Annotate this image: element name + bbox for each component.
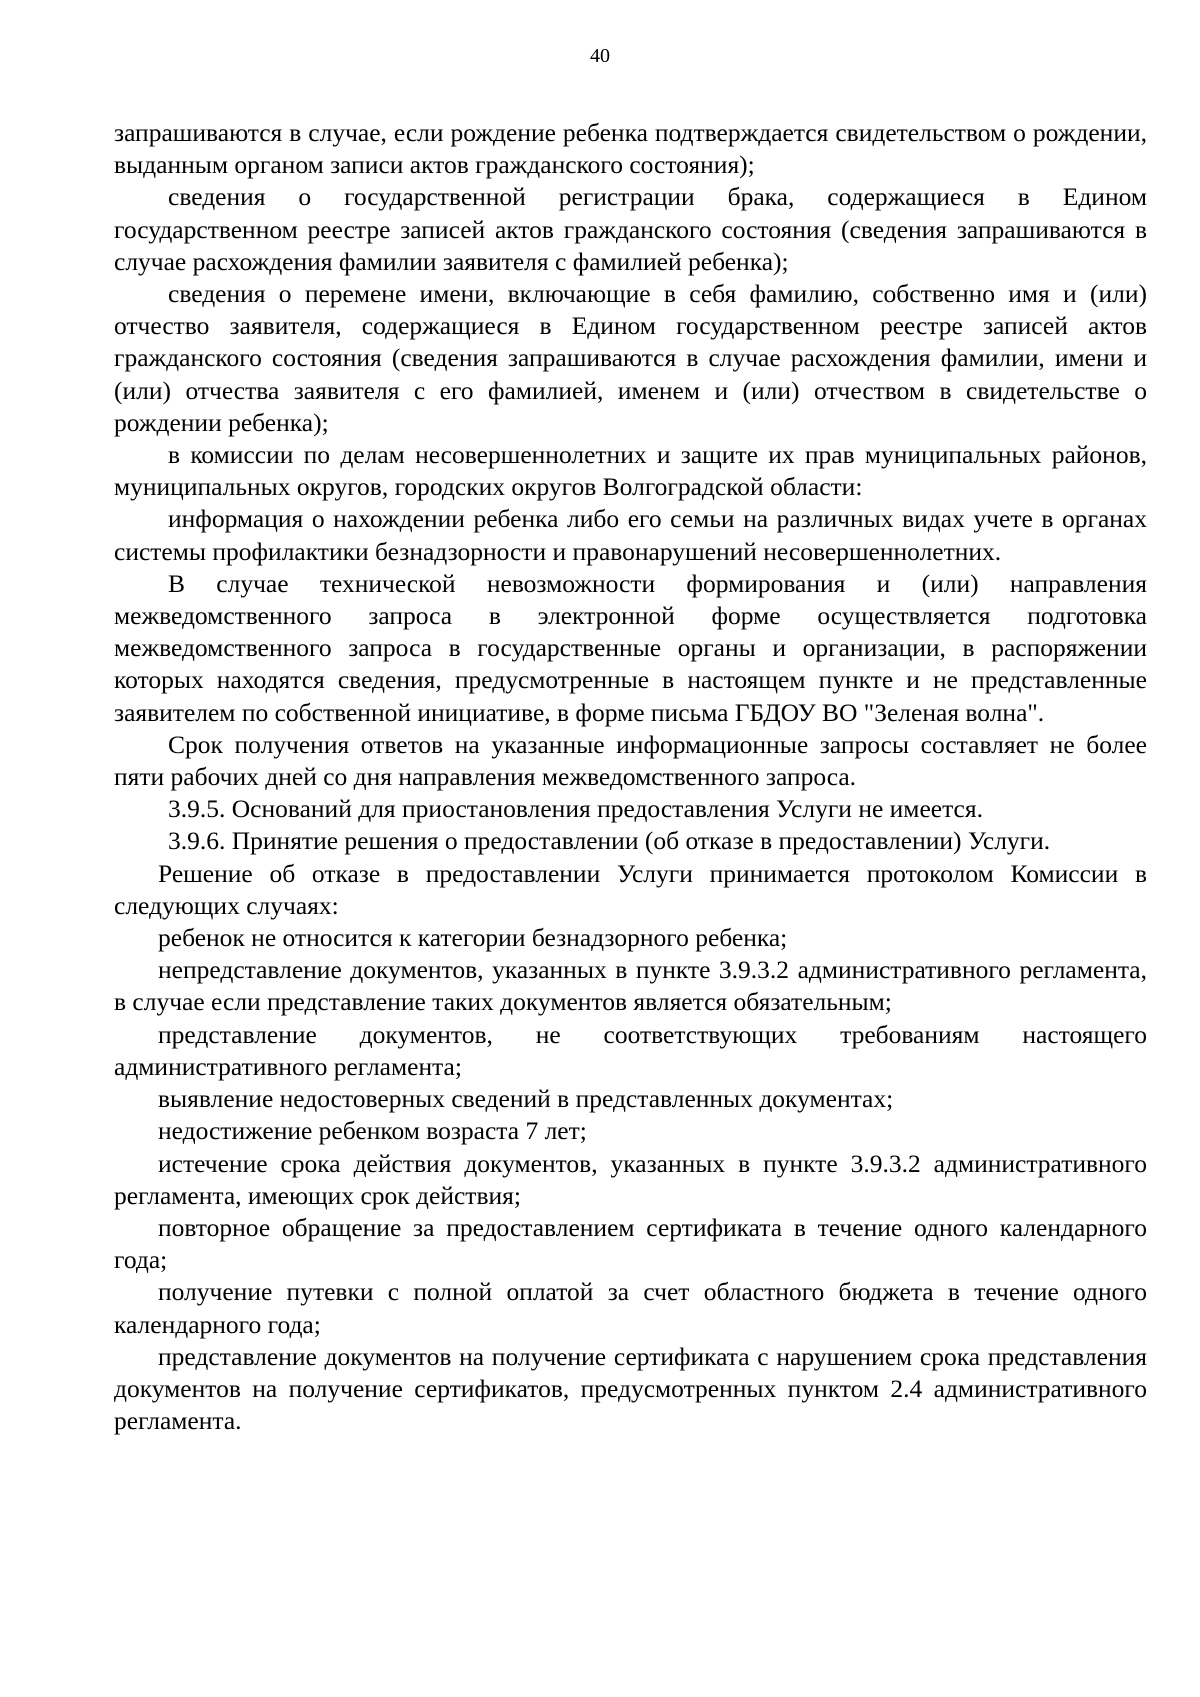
paragraph: сведения о перемене имени, включающие в себя фамилию, собственно имя и (или) отчество заявителя, содержащиеся в Едином государственном реестре записей актов гражданского состояния (сведения запрашиваются в случае расхождения фамилии, имени и (или) отчества заявителя с его фамилией, именем и (или) отчеством в свидетельстве о рождении ребенка); xyxy=(114,279,1147,437)
paragraph: сведения о государственной регистрации брака, содержащиеся в Едином государственном реестре записей актов гражданского состояния (сведения запрашиваются в случае расхождения фамилии заявителя с фамилией ребенка); xyxy=(114,182,1147,276)
list-item: истечение срока действия документов, указанных в пункте 3.9.3.2 административного регламента, имеющих срок действия; xyxy=(114,1148,1147,1210)
list-item: получение путевки с полной оплатой за счет областного бюджета в течение одного календарного года; xyxy=(114,1277,1147,1339)
list-item: представление документов на получение сертификата с нарушением срока представления документов на получение сертификатов, предусмотренных пунктом 2.4 административного регламента. xyxy=(114,1341,1147,1436)
list-item: представление документов, не соответствующих требованиям настоящего административного регламента; xyxy=(114,1019,1147,1081)
list-item: непредставление документов, указанных в пункте 3.9.3.2 административного регламента, в случае если представление таких документов является обязательным; xyxy=(114,955,1147,1017)
paragraph: запрашиваются в случае, если рождение ребенка подтверждается свидетельством о рождении, выданным органом записи актов гражданского состояния); xyxy=(114,118,1147,180)
list-item: ребенок не относится к категории безнадзорного ребенка; xyxy=(158,923,788,953)
list-item: повторное обращение за предоставлением сертификата в течение одного календарного года; xyxy=(114,1212,1147,1275)
paragraph: в комиссии по делам несовершеннолетних и защите их прав муниципальных районов, муниципальных округов, городских округов Волгоградской области: xyxy=(114,440,1147,502)
list-item: недостижение ребенком возраста 7 лет; xyxy=(158,1116,587,1146)
paragraph: Срок получения ответов на указанные информационные запросы составляет не более пяти рабочих дней со дня направления межведомственного запроса. xyxy=(114,729,1147,792)
page-number: 40 xyxy=(590,45,610,67)
list-item: выявление недостоверных сведений в представленных документах; xyxy=(158,1084,894,1114)
paragraph: информация о нахождении ребенка либо его семьи на различных видах учете в органах системы профилактики безнадзорности и правонарушений несовершеннолетних. xyxy=(114,504,1147,566)
paragraph: В случае технической невозможности формирования и (или) направления межведомственного запроса в электронной форме осуществляется подготовка межведомственного запроса в государственные органы и организации, в распоряжении которых находятся сведения, предусмотренные в настоящем пункте и не представленные заявителем по собственной инициативе, в форме письма ГБДОУ ВО "Зеленая волна". xyxy=(114,568,1147,727)
section-3-9-6: 3.9.6. Принятие решения о предоставлении (об отказе в предоставлении) Услуги. xyxy=(168,826,1051,856)
paragraph: Решение об отказе в предоставлении Услуги принимается протоколом Комиссии в следующих случаях: xyxy=(114,858,1147,920)
section-3-9-5: 3.9.5. Оснований для приостановления предоставления Услуги не имеется. xyxy=(168,794,983,824)
document-body xyxy=(114,117,1147,1437)
